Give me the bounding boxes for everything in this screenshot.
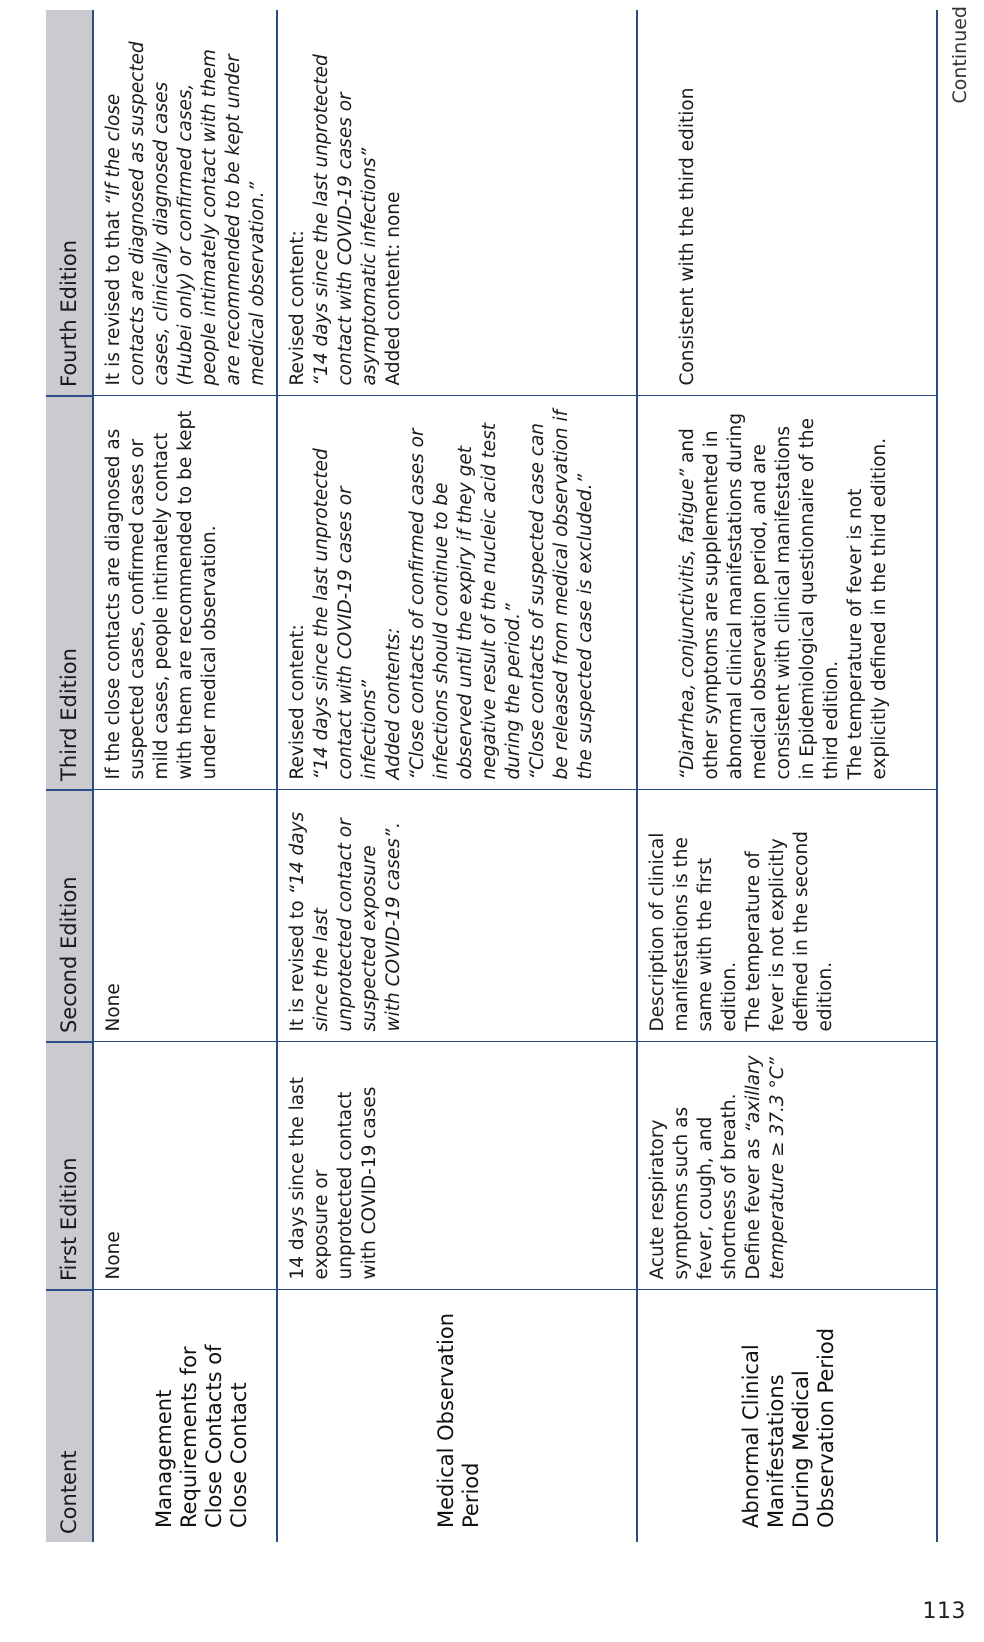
cell-first-edition [637, 1042, 937, 1290]
header-content: Content [46, 1290, 93, 1542]
added-label: Added contents: [383, 627, 404, 780]
cell-fourth-edition [93, 10, 277, 396]
header-third-edition: Third Edition [46, 396, 93, 790]
revised-label: Revised content: [287, 624, 308, 780]
cell-quote: “If the close contacts are diagnosed as suspected cases, clinically diagnosed cases (Hubei only) or confirmed cases, people intimately contact with them are recommended to be kept under medical observation.” [103, 41, 268, 386]
cell-second-edition [637, 790, 937, 1042]
table-row [637, 10, 937, 1542]
added-quote: “Close contacts of confirmed cases or infections should continue to be observed until the expiry if they get negative result of the nucleic acid test during the period.” [407, 422, 524, 780]
cell-text: It is revised to [287, 894, 308, 1032]
cell-text: The temperature of fever is not explicitly defined in the second edition. [743, 831, 836, 1032]
rotated-table-container [46, 10, 964, 1542]
symptom-quote: “Diarrhea, conjunctivitis, fatigue” [677, 468, 698, 780]
cell-fourth-edition: Consistent with the third edition [637, 10, 937, 396]
cell-fourth-edition [277, 10, 637, 396]
row-label-management: Management Requirements for Close Contacts of Close Contact [93, 1290, 277, 1542]
cell-text: . [383, 822, 404, 829]
cell-text: Description of clinical manifestations is the same with the first edition. [647, 832, 740, 1032]
cell-second-edition: None [93, 790, 277, 1042]
cell-first-edition: 14 days since the last exposure or unprotected contact with COVID-19 cases [277, 1042, 637, 1290]
cell-quote: “14 days since the last unprotected contact or suspected exposure with COVID-19 cases” [287, 811, 404, 1032]
row-label-observation-period: Medical Observation Period [277, 1290, 637, 1542]
revised-quote: “14 days since the last unprotected contact with COVID-19 cases or infections” [311, 448, 380, 780]
header-fourth-edition: Fourth Edition [46, 10, 93, 396]
header-second-edition: Second Edition [46, 790, 93, 1042]
continued-label: Continued [949, 6, 971, 104]
row-label-clinical-manifestations: Abnormal Clinical Manifestations During Medical Observation Period [637, 1290, 937, 1542]
cell-second-edition [277, 790, 637, 1042]
define-label: Define fever as [743, 1132, 764, 1280]
table-row [277, 10, 637, 1542]
cell-third-edition [277, 396, 637, 790]
cell-third-edition: If the close contacts are diagnosed as suspected cases, confirmed cases or mild cases, people intimately contact with them are recommended to be kept under medical observation. [93, 396, 277, 790]
revised-label: Revised content: [287, 230, 308, 386]
revised-quote: “14 days since the last unprotected contact with COVID-19 cases or asymptomatic infections” [311, 54, 380, 386]
cell-text: and other symptoms are supplemented in abnormal clinical manifestations during medical observation period, and are consistent with clinical manifestations in Epidemiological questionnaire of the third edition. [677, 412, 842, 780]
added-content: Added content: none [383, 191, 404, 386]
edition-comparison-table [46, 10, 938, 1542]
comparison-table-frame [46, 10, 964, 1542]
cell-text [676, 407, 844, 780]
page-number: 113 [922, 1599, 966, 1624]
table-row [93, 10, 277, 1542]
header-first-edition: First Edition [46, 1042, 93, 1290]
cell-text: It is revised to that [103, 205, 124, 386]
define-quote: “axillary temperature ≥ 37.3 °C” [743, 1055, 788, 1280]
table-header-row [46, 10, 93, 1542]
cell-first-edition: None [93, 1042, 277, 1290]
cell-third-edition [637, 396, 937, 790]
added-quote: “Close contacts of suspected case can be released from medical observation if the suspected case is excluded.” [527, 409, 596, 780]
cell-text: Acute respiratory symptoms such as fever, cough, and shortness of breath. [647, 1093, 740, 1280]
cell-text [742, 1053, 790, 1280]
cell-text: The temperature of fever is not explicitly defined in the third edition. [845, 437, 890, 780]
